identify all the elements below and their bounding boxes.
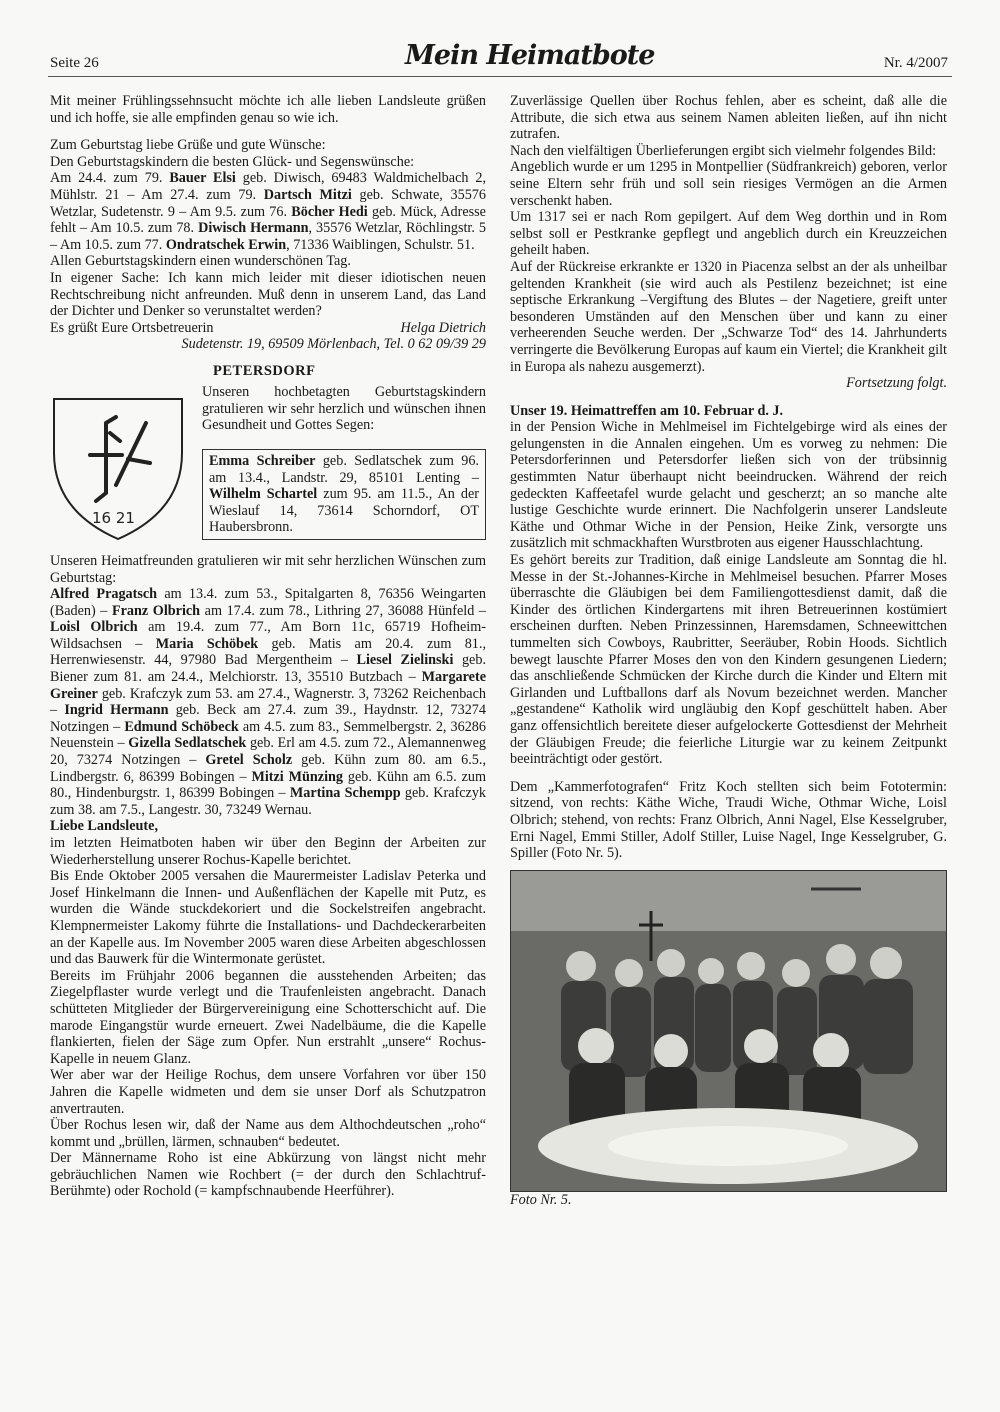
article-paragraph: Angeblich wurde er um 1295 in Montpellier (Südfrankreich) geboren, verlor seine Eltern sehr früh und soll sein riesiges Vermögen an die Armen verschenkt haben.	[510, 159, 947, 209]
petersdorf-section	[50, 363, 486, 553]
left-column	[50, 93, 486, 1200]
friends-intro: Unseren Heimatfreunden gratulieren wir mit sehr herzlichen Wünschen zum Geburtstag:	[50, 552, 486, 586]
masthead-logo: Mein Heimatbote	[405, 40, 655, 71]
photo-caption: Foto Nr. 5.	[510, 1191, 572, 1208]
group-photo	[510, 870, 947, 1192]
article-paragraph: Bis Ende Oktober 2005 versahen die Maurermeister Ladislav Peterka und Josef Hinkelmann die Innen- und Außenflächen der Kapelle mit Putz, es wurden die Wände stuckdekoriert und die Sockelstreifen angebracht. Klempnermeister Lakomy führte die Installations- und Dachdeckerarbeiten an der Kapelle aus. Im November 2005 waren diese Arbeiten abgeschlossen und das Bauwerk für die Wintermonate gerüstet.	[50, 868, 486, 968]
photo-description: Dem „Kammerfotografen“ Fritz Koch stellten sich beim Fototermin: sitzend, von rechts: Käthe Wiche, Traudi Wiche, Othmar Wiche, Loisl Olbrich; stehend, von rechts: Franz Olbrich, Anni Nagel, Else Kesselgruber, Erni Nagel, Emmi Stiller, Adolf Stiller, Luise Nagel, Inge Kesselgruber, G. Spiller (Foto Nr. 5).	[510, 778, 947, 862]
signature-name: Helga Dietrich	[400, 319, 486, 336]
article-paragraph: Es gehört bereits zur Tradition, daß einige Landsleute am Sonntag die hl. Messe in der St.-Johannes-Kirche in Mehlmeisel besuchen. Pfarrer Moses überraschte die Gläubigen bei dem Familiengottesdienst damit, daß die Kinder des örtlichen Kindergartens mit ihren Betreuerinnen kostümiert erscheinen durften. Neben Prinzessinnen, Haremsdamen, Schneewittchen tummelten sich Cowboys, Raubritter, Seeräuber, Robin Hoods. Sichtlich bewegt lauschte Pfarrer Moses den von den Kindern gesungenen Liedern; das anschließende Schmücken der Kirche durch die Kinder und Eltern mit Girlanden und Luftballons darf als Novum bezeichnet werden. Mancher „gestandene“ Katholik wird ungläubig den Kopf geschüttelt haben. Aber ganz offensichtlich bereitete dieser aufgelockerte Gottesdienst der Mehrheit der Gläubigen Freude; die feierliche Liturgie war zu keinem Zeitpunkt beeinträchtigt oder gestört.	[510, 552, 947, 768]
article-paragraph: Nach den vielfältigen Überlieferungen ergibt sich vielmehr folgendes Bild:	[510, 142, 937, 159]
continued-note: Fortsetzung folgt.	[846, 375, 947, 392]
dear-compatriots-heading: Liebe Landsleute,	[50, 818, 158, 835]
article-paragraph: in der Pension Wiche in Mehlmeisel im Fichtelgebirge wird als eines der gelungensten in die Annalen eingehen. Um es vorweg zu nehmen: Die Petersdorferinnen und Petersdorfer ließen sich von der trübsinnig gestimmten Natur überhaupt nicht beeindrucken. Während der reich gedeckten Kaffeetafel wurde gelacht und gescherzt; an so manche alte lustige Geschichte wurde erinnert. Die Nachfolgerin unserer Landsleute Käthe und Othmar Wiche in der Pension, Heike Zink, versorgte uns zusätzlich mit schmackhaften Wurstbroten aus eigener Hausschlachtung.	[510, 419, 947, 552]
greeting-line: Den Geburtstagskindern die besten Glück- und Segenswünsche:	[50, 153, 415, 170]
friends-birthday-list: Alfred Pragatsch am 13.4. zum 53., Spitalgarten 8, 76356 Weingarten (Baden) – Franz Olbrich am 17.4. zum 78., Lithring 27, 36088 Hünfeld – Loisl Olbrich am 19.4. zum 77., Am Born 11c, 65719 Hofheim-Wildsachsen – Maria Schöbek geb. Matis am 20.4. zum 81., Herrenwiesenstr. 44, 97980 Bad Mergentheim – Liesel Zielinski geb. Biener zum 81. am 24.4., Melchiorstr. 13, 35510 Butzbach – Margarete Greiner geb. Krafczyk zum 53. am 27.4., Wagnerstr. 3, 73262 Reichenbach – Ingrid Hermann geb. Beck am 27.4. zum 39., Haydnstr. 12, 73274 Notzingen – Edmund Schöbeck am 4.5. zum 83., Semmelbergstr. 2, 36286 Neuenstein – Gizella Sedlatschek geb. Erl am 4.5. zum 72., Alemannenweg 20, 73274 Notzingen – Gretel Scholz geb. Kühn zum 80. am 6.5., Lindbergstr. 6, 86399 Bobingen – Mitzi Münzing geb. Kühn am 6.5. zum 80., Hindenburgstr. 1, 86399 Bobingen – Martina Schempp geb. Krafczyk zum 38. am 7.5., Langestr. 30, 73249 Wernau.	[50, 586, 487, 818]
article-paragraph: Bereits im Frühjahr 2006 begannen die ausstehenden Arbeiten; das Ziegelpflaster wurde verlegt und die Traufenleisten angebracht. Danach schütteten Mitglieder der Bürgervereinigung eine Schotterschicht auf. Die marode Eingangstür wurde erneuert. Zwei Nadelbäume, die die Kapelle flankierten, fielen der Säge zum Opfer. Nun erstrahlt „unsere“ Rochus-Kapelle in neuem Glanz.	[50, 967, 486, 1067]
petersdorf-title: PETERSDORF	[213, 362, 316, 379]
page-number: Seite 26	[50, 55, 99, 71]
right-column	[510, 93, 947, 1208]
wish-text: Allen Geburtstagskindern einen wunderschönen Tag.	[50, 253, 351, 270]
group-photo-image	[511, 871, 946, 1191]
signature-greeting: Es grüßt Eure Ortsbetreuerin	[50, 319, 214, 336]
signature-address: Sudetenstr. 19, 69509 Mörlenbach, Tel. 0 62 09/39 29	[181, 336, 486, 353]
coat-of-arms-icon	[50, 393, 186, 543]
greeting-line: Zum Geburtstag liebe Grüße und gute Wünsche:	[50, 137, 326, 154]
meeting-heading: Unser 19. Heimattreffen am 10. Februar d. J.	[510, 402, 784, 419]
signature-line	[50, 320, 486, 337]
oldest-birthdays-box: Emma Schreiber geb. Sedlatschek zum 96. am 13.4., Landstr. 29, 85101 Lenting – Wilhelm Schartel zum 95. am 11.5., An der Wieslauf 14, 73614 Schorndorf, OT Haubersbronn.	[202, 449, 486, 540]
header-rule	[48, 76, 952, 77]
article-paragraph: im letzten Heimatboten haben wir über den Beginn der Arbeiten zur Wiederherstellung unserer Rochus-Kapelle berichtet.	[50, 835, 486, 868]
petersdorf-intro: Unseren hochbetagten Geburtstagskindern gratulieren wir sehr herzlich und wünschen ihnen Gesundheit und Gottes Segen:	[202, 383, 486, 434]
intro-text: Mit meiner Frühlingssehnsucht möchte ich alle lieben Landsleute grüßen und ich hoffe, sie alle empfinden genau so wie ich.	[50, 93, 486, 126]
article-paragraph: Wer aber war der Heilige Rochus, dem unsere Vorfahren vor über 150 Jahren die Kapelle widmeten und dem sie unser Dorf als Schutzpatron anvertrauten.	[50, 1067, 486, 1117]
birthday-list: Am 24.4. zum 79. Bauer Elsi geb. Diwisch, 69483 Waldmichelbach 2, Mühlstr. 21 – Am 27.4. zum 79. Dartsch Mitzi geb. Schwate, 35576 Wetzlar, Sudetenstr. 9 – Am 9.5. zum 76. Böcher Hedi geb. Mück, Adresse fehlt – Am 10.5. zum 78. Diwisch Hermann, 35576 Wetzlar, Röchlingstr. 5 – Am 10.5. zum 77. Ondratschek Erwin, 71336 Waiblingen, Schulstr. 51.	[50, 170, 486, 253]
article-paragraph: Auf der Rückreise erkrankte er 1320 in Piacenza selbst an der als unheilbar geltenden Krankheit (sie wird auch als Pestilenz bezeichnet; ist eine septische Erkrankung –Vergiftung des Blutes – der Nagetiere, greift unter besonderen Umständen auf den Menschen über und kann zu einer verheerenden Seuche werden. Der „Schwarze Tod“ des 14. Jahrhunderts verringerte die Bevölkerung Europas auf kaum ein Viertel; die Krankheit gilt in Europa als nahezu ausgemerzt).	[510, 258, 947, 375]
issue-number: Nr. 4/2007	[883, 55, 948, 71]
article-paragraph: Um 1317 sei er nach Rom gepilgert. Auf dem Weg dorthin und in Rom selbst soll er Pestkranke gepflegt und angeblich durch ein Kreuzzeichen geheilt haben.	[510, 209, 947, 259]
article-paragraph: Über Rochus lesen wir, daß der Name aus dem Althochdeutschen „roho“ kommt und „brüllen, lärmen, schnauben“ bedeutet.	[50, 1117, 486, 1150]
article-paragraph: Zuverlässige Quellen über Rochus fehlen, aber es scheint, daß alle die Attribute, die sich etwa aus seinem Namen ableiten ließen, auf ihn nicht zutrafen.	[510, 93, 947, 143]
article-paragraph: Der Männername Roho ist eine Abkürzung von längst nicht mehr gebräuchlichen Namen wie Rochbert (= der durch den Schlachtruf-Berühmte) oder Rochold (= kampfschnaubende Heerführer).	[50, 1150, 486, 1200]
crest-year: 16 21	[92, 508, 135, 527]
own-matter-text: In eigener Sache: Ich kann mich leider mit dieser idiotischen neuen Rechtschreibung nicht anfreunden. Muß denn in unserem Land, das Land der Dichter und Denker so verunstaltet werden?	[50, 269, 486, 320]
